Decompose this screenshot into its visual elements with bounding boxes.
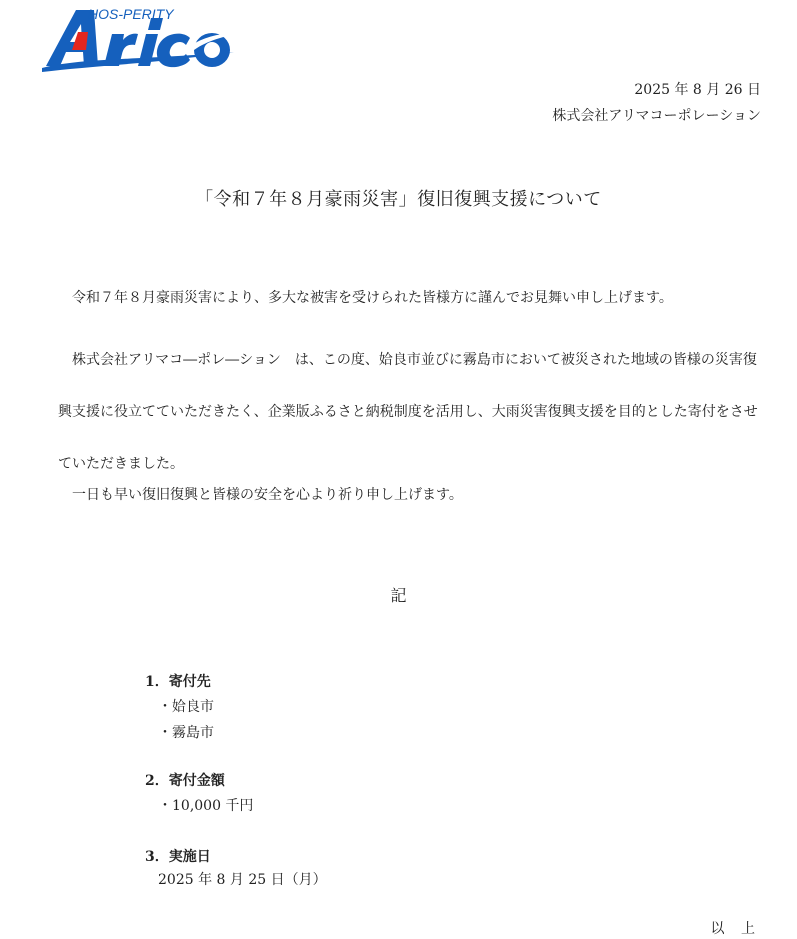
logo-letter-o-hole: [204, 42, 220, 58]
company-name: 株式会社アリマコーポレーション: [552, 108, 761, 124]
logo-letter-c: [157, 34, 190, 68]
recipient-item: ・姶良市: [158, 699, 214, 715]
date-item: 2025 年 8 月 25 日（月）: [158, 872, 327, 888]
logo-name-text: Arico: [120, 62, 123, 63]
logo-tagline: HOS-PERITY: [88, 6, 174, 22]
body-paragraph-closing-wish: 一日も早い復旧復興と皆様の安全を心より祈り申し上げます。: [72, 487, 463, 503]
company-logo: [40, 2, 240, 72]
arico-logo-graphic: [40, 2, 240, 72]
closing-mark: 以 上: [710, 921, 761, 937]
section-recipients-heading: 1．寄付先: [145, 674, 211, 690]
recipient-item: ・霧島市: [158, 725, 214, 741]
document-date: 2025 年 8 月 26 日: [634, 82, 761, 98]
body-paragraph-donation: 株式会社アリマコ―ポレ―ション は、この度、姶良市並びに霧島市において被災された地域の皆様の災害復興支援に役立てていただきたく、企業版ふるさと納税制度を活用し、大雨災害復興支援を目的とした寄付をさせていただきました。: [58, 352, 758, 472]
section-amount-heading: 2．寄付金額: [145, 773, 225, 789]
document-title: 「令和７年８月豪雨災害」復旧復興支援について: [195, 189, 602, 210]
document-header: [552, 77, 761, 129]
ki-heading: 記: [390, 586, 407, 605]
amount-item: ・10,000 千円: [158, 798, 254, 814]
section-date-heading: 3．実施日: [145, 849, 211, 865]
body-paragraph-condolence: 令和７年８月豪雨災害により、多大な被害を受けられた皆様方に謹んでお見舞い申し上げます。: [72, 290, 673, 306]
